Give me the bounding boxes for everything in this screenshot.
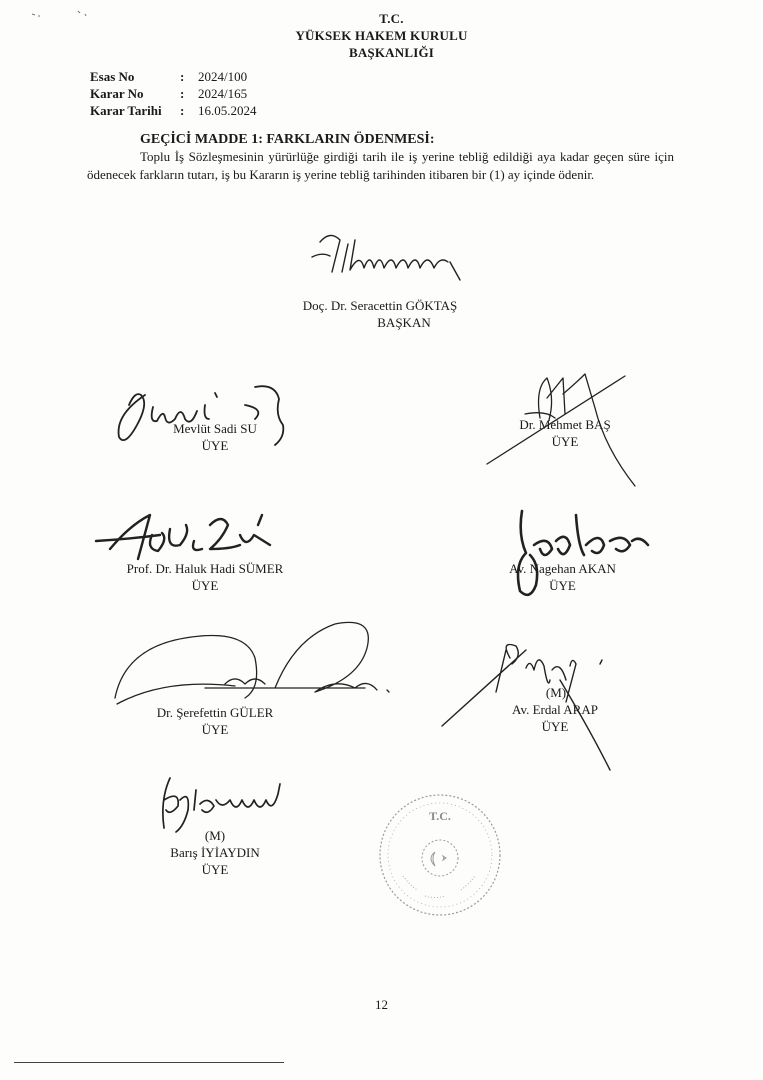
- signatory-role: BAŞKAN: [377, 315, 431, 330]
- signature-block-member-4: [480, 560, 645, 594]
- signature-member-7: [150, 770, 295, 835]
- official-seal: [375, 790, 505, 920]
- signature-block-chair: [280, 297, 480, 331]
- article-body: Toplu İş Sözleşmesinin yürürlüğe girdiği tarih ile iş yerine tebliğ edildiği aya kadar geçen süre için ödenecek farkların tutarı, iş bu Kararın iş yerine tebliğ tarihinden itibaren bir (1) ay içinde ödenir.: [87, 149, 674, 182]
- case-metadata: [90, 68, 257, 119]
- document-header: [0, 10, 763, 61]
- article-title: GEÇİCİ MADDE 1: FARKLARIN ÖDENMESİ:: [140, 132, 435, 147]
- signature-member-5: [105, 608, 395, 718]
- signatory-name: Dr. Şerefettin GÜLER: [156, 705, 274, 720]
- signatory-name: Av. Erdal ARAP: [512, 702, 598, 717]
- header-line-office: BAŞKANLIĞI: [348, 45, 435, 60]
- meta-row-tarih: [90, 102, 257, 119]
- meta-sep: :: [180, 69, 185, 84]
- meta-label: Karar Tarihi: [90, 103, 162, 118]
- signatory-role: ÜYE: [201, 722, 229, 737]
- meta-sep: :: [180, 103, 185, 118]
- signature-block-member-5: [130, 704, 300, 738]
- signature-block-member-3: [105, 560, 305, 594]
- meta-label: Esas No: [90, 69, 135, 84]
- signatory-role: ÜYE: [201, 862, 229, 877]
- footer-rule: [14, 1062, 284, 1063]
- signatory-name: Prof. Dr. Haluk Hadi SÜMER: [126, 561, 284, 576]
- signatory-name: Doç. Dr. Seracettin GÖKTAŞ: [302, 298, 458, 313]
- signature-block-member-1: [150, 420, 280, 454]
- signatory-role: ÜYE: [549, 578, 576, 593]
- signature-chair: [300, 222, 480, 292]
- signatory-name: Av. Nagehan AKAN: [509, 561, 616, 576]
- meta-row-esas: [90, 68, 257, 85]
- signatory-name: Dr. Mehmet BAŞ: [519, 417, 611, 432]
- signatory-name: Barış İYİAYDIN: [170, 845, 260, 860]
- header-line-institution: YÜKSEK HAKEM KURULU: [295, 28, 468, 43]
- signatory-role: ÜYE: [201, 438, 229, 453]
- signatory-role: ÜYE: [551, 434, 579, 449]
- meta-sep: :: [180, 86, 185, 101]
- signatory-note: (M): [204, 828, 226, 843]
- signature-block-member-2: [500, 416, 630, 450]
- signature-block-member-7: [150, 827, 280, 878]
- signatory-note: (M): [545, 685, 567, 700]
- page-number: 12: [375, 997, 388, 1012]
- signature-block-member-6: [480, 684, 630, 735]
- seal-text: T.C.: [429, 809, 451, 823]
- meta-value: 16.05.2024: [198, 103, 257, 118]
- meta-value: 2024/165: [198, 86, 248, 101]
- signatory-role: ÜYE: [191, 578, 219, 593]
- meta-label: Karar No: [90, 86, 144, 101]
- signatory-name: Mevlüt Sadi SU: [173, 421, 257, 436]
- meta-value: 2024/100: [198, 69, 248, 84]
- header-line-tc: T.C.: [379, 11, 404, 26]
- signatory-role: ÜYE: [541, 719, 569, 734]
- meta-row-karar: [90, 85, 257, 102]
